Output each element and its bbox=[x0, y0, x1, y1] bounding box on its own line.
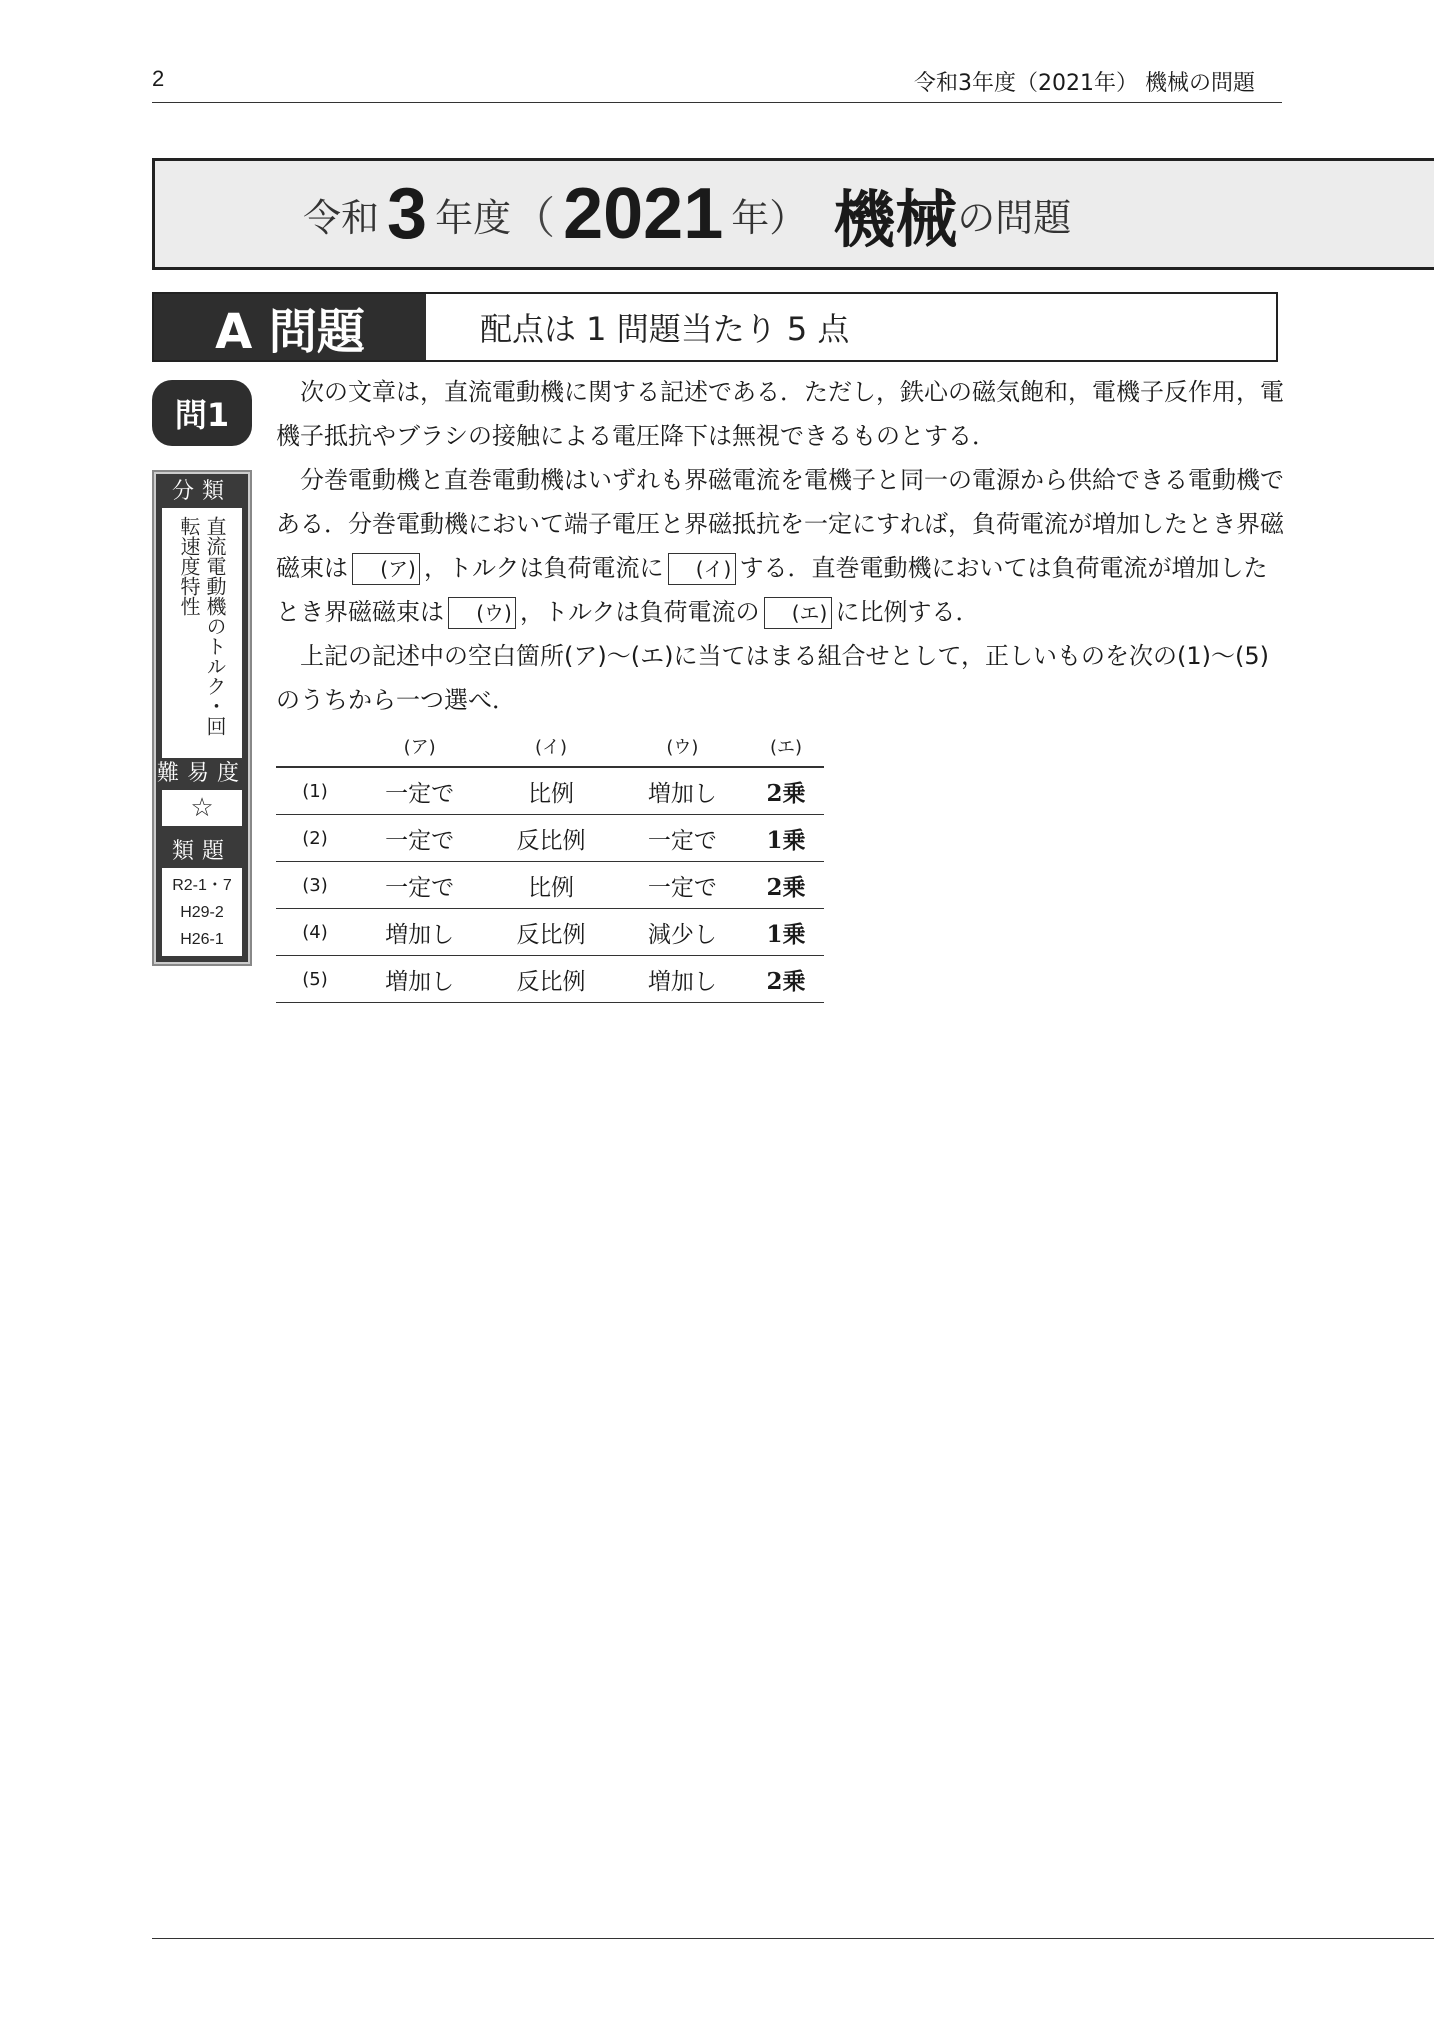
title-nendo: 年度 bbox=[435, 195, 512, 240]
choice-number: (1) bbox=[276, 767, 354, 815]
similar-item: H26-1 bbox=[180, 931, 224, 948]
table-cell: 増加し bbox=[354, 956, 485, 1003]
body-text-5: に比例する． bbox=[835, 598, 980, 626]
table-row bbox=[276, 815, 824, 862]
similar-heading: 類題 bbox=[171, 839, 232, 864]
body-text-4: ，トルクは負荷電流の bbox=[520, 598, 760, 626]
question-badge: 問1 bbox=[152, 380, 252, 446]
category-box bbox=[162, 508, 242, 758]
blank-a: (ア) bbox=[352, 553, 420, 585]
table-row bbox=[276, 767, 824, 815]
title-prefix: 令和 bbox=[303, 195, 380, 240]
body-text-2: ，トルクは負荷電流に bbox=[424, 554, 664, 582]
table-header-row bbox=[276, 726, 824, 767]
similar-questions bbox=[162, 868, 242, 956]
question-intro-text: 次の文章は，直流電動機に関する記述である．ただし，鉄心の磁気飽和，電機子反作用，電機子抵抗やブラシの接触による電圧降下は無視できるものとする． bbox=[276, 378, 1284, 450]
choice-number: (5) bbox=[276, 956, 354, 1003]
table-header bbox=[276, 726, 354, 767]
similar-item: R2-1・7 bbox=[172, 877, 232, 894]
table-cell: 1乗 bbox=[748, 815, 824, 862]
question-intro bbox=[276, 370, 1286, 458]
body-text-1: 分巻電動機と直巻電動機はいずれも界磁電流を電機子と同一の電源から供給できる電動機である．分巻電動機において端子電圧と界磁抵抗を一定にすれば，負荷電流が増加したとき界磁磁束は bbox=[276, 466, 1284, 582]
table-cell: 減少し bbox=[617, 909, 748, 956]
table-cell: 比例 bbox=[485, 862, 616, 909]
section-points: 配点は 1 問題当たり 5 点 bbox=[480, 310, 850, 348]
table-cell: 一定で bbox=[617, 862, 748, 909]
table-cell: 比例 bbox=[485, 767, 616, 815]
category-text: 直流電動機のトルク・回転速度特性 bbox=[177, 516, 227, 736]
table-cell: 一定で bbox=[354, 767, 485, 815]
title-suffix: の問題 bbox=[957, 195, 1072, 240]
similar-item: H29-2 bbox=[180, 904, 224, 921]
question-instruction bbox=[276, 634, 1286, 722]
footer-divider bbox=[152, 1938, 1434, 1939]
body-text-3: する．直巻電動機においては負荷電流が増加したとき界磁磁束は bbox=[276, 554, 1268, 626]
table-cell: 反比例 bbox=[485, 815, 616, 862]
choice-number: (3) bbox=[276, 862, 354, 909]
running-title: 令和3年度（2021年） 機械の問題 bbox=[914, 71, 1255, 96]
table-header: (ウ) bbox=[617, 726, 748, 767]
table-cell: 2乗 bbox=[748, 862, 824, 909]
choice-number: (2) bbox=[276, 815, 354, 862]
question-info-panel bbox=[152, 470, 252, 966]
question-instruction-text: 上記の記述中の空白箇所(ア)〜(エ)に当てはまる組合せとして，正しいものを次の(1)〜(5)のうちから一つ選べ． bbox=[276, 642, 1269, 714]
table-cell: 一定で bbox=[617, 815, 748, 862]
title-year-number: 3 bbox=[387, 174, 428, 254]
blank-e: (エ) bbox=[764, 597, 832, 629]
table-cell: 増加し bbox=[617, 956, 748, 1003]
table-cell: 2乗 bbox=[748, 956, 824, 1003]
difficulty-heading: 難易度 bbox=[156, 761, 247, 786]
section-label: A 問題 bbox=[154, 294, 426, 360]
title-open-paren: （ bbox=[511, 193, 556, 244]
table-cell: 反比例 bbox=[485, 956, 616, 1003]
table-header: (エ) bbox=[748, 726, 824, 767]
table-cell: 一定で bbox=[354, 815, 485, 862]
table-header: (ア) bbox=[354, 726, 485, 767]
category-heading: 分類 bbox=[171, 479, 232, 504]
choice-number: (4) bbox=[276, 909, 354, 956]
header-divider bbox=[152, 102, 1282, 103]
table-cell: 反比例 bbox=[485, 909, 616, 956]
answer-choices-table bbox=[276, 726, 824, 1003]
blank-i: (イ) bbox=[668, 553, 736, 585]
table-row bbox=[276, 956, 824, 1003]
table-row bbox=[276, 909, 824, 956]
title-banner bbox=[152, 158, 1434, 270]
table-row bbox=[276, 862, 824, 909]
difficulty-rating: ☆ bbox=[162, 790, 242, 826]
title-nen: 年） bbox=[731, 195, 808, 240]
title-subject: 機械 bbox=[833, 182, 958, 256]
blank-u: (ウ) bbox=[448, 597, 516, 629]
question-body bbox=[276, 458, 1286, 634]
section-bar bbox=[152, 292, 1278, 362]
table-cell: 一定で bbox=[354, 862, 485, 909]
table-cell: 1乗 bbox=[748, 909, 824, 956]
table-cell: 増加し bbox=[354, 909, 485, 956]
table-cell: 増加し bbox=[617, 767, 748, 815]
title-year: 2021 bbox=[563, 174, 724, 254]
table-header: (イ) bbox=[485, 726, 616, 767]
page-title bbox=[303, 161, 1071, 267]
page-number: 2 bbox=[152, 66, 165, 91]
table-cell: 2乗 bbox=[748, 767, 824, 815]
